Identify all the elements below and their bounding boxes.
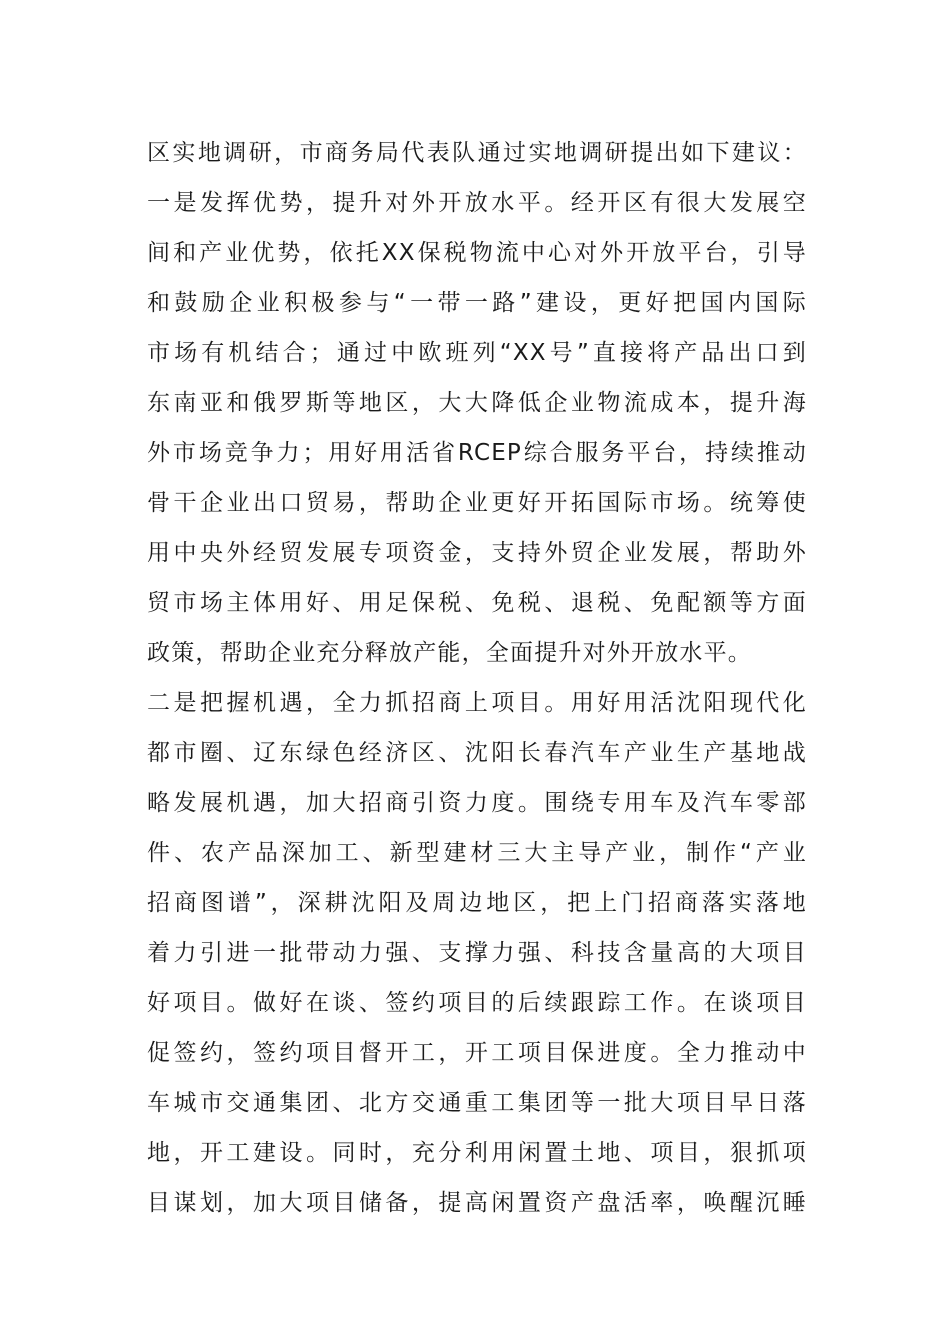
text-line: 招商图谱”，深耕沈阳及周边地区，把上门招商落实落地 <box>147 890 807 916</box>
text-line: 一是发挥优势，提升对外开放水平。经开区有很大发展空 <box>147 190 807 216</box>
text-line: 用中央外经贸发展专项资金，支持外贸企业发展，帮助外 <box>147 540 807 566</box>
text-line: 区实地调研，市商务局代表队通过实地调研提出如下建议： <box>147 140 807 166</box>
text-line: 车城市交通集团、北方交通重工集团等一批大项目早日落 <box>147 1090 807 1116</box>
text-line: 好项目。做好在谈、签约项目的后续跟踪工作。在谈项目 <box>147 990 807 1016</box>
text-line: 外市场竞争力；用好用活省RCEP综合服务平台，持续推动 <box>147 440 807 466</box>
body-text <box>147 128 807 1228</box>
text-line: 略发展机遇，加大招商引资力度。围绕专用车及汽车零部 <box>147 790 807 816</box>
text-line: 都市圈、辽东绿色经济区、沈阳长春汽车产业生产基地战 <box>147 740 807 766</box>
text-line: 贸市场主体用好、用足保税、免税、退税、免配额等方面 <box>147 590 807 616</box>
text-line: 市场有机结合；通过中欧班列“XX号”直接将产品出口到 <box>147 340 807 366</box>
text-line: 东南亚和俄罗斯等地区，大大降低企业物流成本，提升海 <box>147 390 807 416</box>
text-line: 政策，帮助企业充分释放产能，全面提升对外开放水平。 <box>147 640 752 666</box>
text-line: 着力引进一批带动力强、支撑力强、科技含量高的大项目 <box>147 940 807 966</box>
text-line: 和鼓励企业积极参与“一带一路”建设，更好把国内国际 <box>147 290 807 316</box>
text-line: 二是把握机遇，全力抓招商上项目。用好用活沈阳现代化 <box>147 690 807 716</box>
text-line: 件、农产品深加工、新型建材三大主导产业，制作“产业 <box>147 840 807 866</box>
text-line: 促签约，签约项目督开工，开工项目保进度。全力推动中 <box>147 1040 807 1066</box>
text-line: 地，开工建设。同时，充分利用闲置土地、项目，狠抓项 <box>147 1140 807 1166</box>
text-line: 目谋划，加大项目储备，提高闲置资产盘活率，唤醒沉睡 <box>147 1190 807 1216</box>
text-line: 骨干企业出口贸易，帮助企业更好开拓国际市场。统筹使 <box>147 490 807 516</box>
text-line: 间和产业优势，依托XX保税物流中心对外开放平台，引导 <box>147 240 807 266</box>
